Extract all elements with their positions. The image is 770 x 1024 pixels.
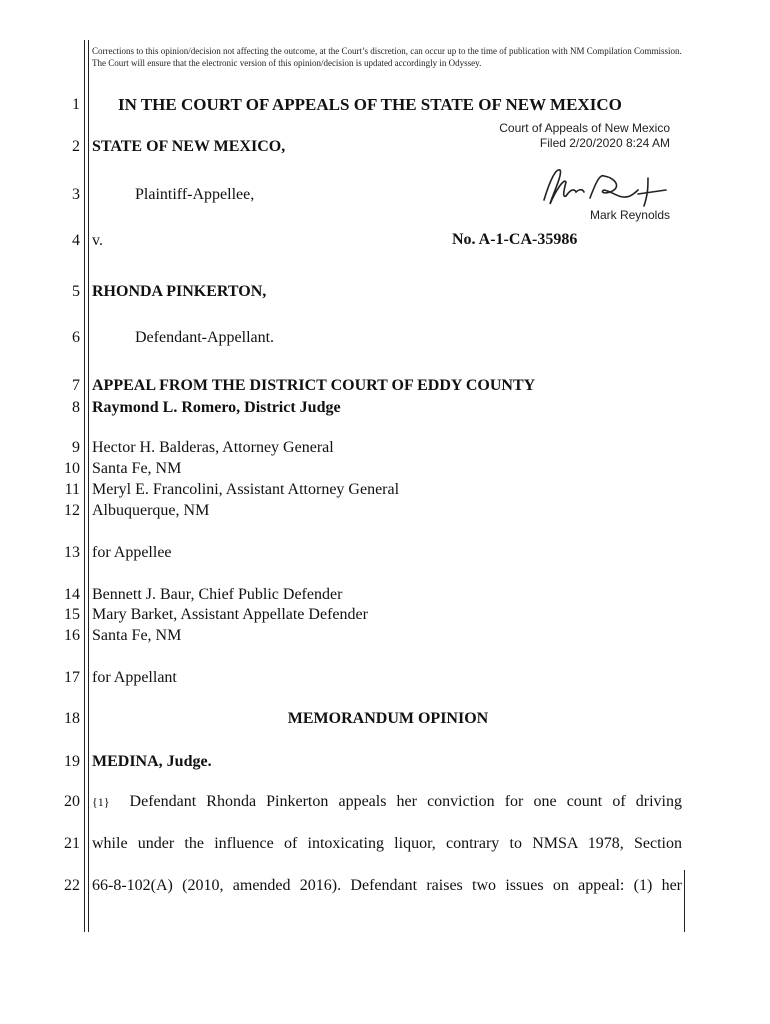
case-number: No. A-1-CA-35986 <box>452 231 578 248</box>
line-number: 1 <box>72 96 80 113</box>
paragraph-text: Defendant Rhonda Pinkerton appeals her conviction for one count of driving <box>129 793 682 810</box>
opinion-heading: MEMORANDUM OPINION <box>287 710 489 727</box>
corrections-notice: Corrections to this opinion/decision not affecting the outcome, at the Court’s discretion, can occur up to the time of publication with NM Compilation Commission. The Court will ensure that the electronic version of this opinion/decision is updated accordingly in Odyssey. <box>92 46 682 68</box>
counsel-line: Albuquerque, NM <box>92 502 210 519</box>
counsel-line: Hector H. Balderas, Attorney General <box>92 439 334 456</box>
judge-name: MEDINA, Judge. <box>92 753 212 770</box>
line-number: 14 <box>64 586 80 603</box>
counsel-line: Meryl E. Francolini, Assistant Attorney General <box>92 481 400 498</box>
line-number: 20 <box>64 793 80 810</box>
line-number: 21 <box>64 835 80 852</box>
counsel-for: for Appellant <box>92 669 177 686</box>
line-number: 13 <box>64 544 80 561</box>
paragraph-line: 66-8-102(A) (2010, amended 2016). Defendant raises two issues on appeal: (1) her <box>92 877 682 894</box>
margin-rule-right <box>88 40 89 932</box>
line-number: 16 <box>64 627 80 644</box>
counsel-line: Mary Barket, Assistant Appellate Defender <box>92 606 368 623</box>
line-number: 9 <box>72 439 80 456</box>
line-number: 22 <box>64 877 80 894</box>
line-number: 11 <box>64 481 80 498</box>
party-plaintiff: STATE OF NEW MEXICO, <box>92 138 286 155</box>
line-number: 18 <box>64 710 80 727</box>
counsel-line: Santa Fe, NM <box>92 627 182 644</box>
line-number: 6 <box>72 329 80 346</box>
filing-stamp-court: Court of Appeals of New Mexico <box>499 121 670 135</box>
appeal-heading: APPEAL FROM THE DISTRICT COURT OF EDDY COUNTY <box>92 377 536 394</box>
right-margin-rule <box>684 870 685 932</box>
line-number: 5 <box>72 283 80 300</box>
counsel-for: for Appellee <box>92 544 172 561</box>
plaintiff-role: Plaintiff-Appellee, <box>135 186 255 203</box>
counsel-line: Santa Fe, NM <box>92 460 182 477</box>
court-title: IN THE COURT OF APPEALS OF THE STATE OF NEW MEXICO <box>118 95 622 114</box>
paragraph-line: while under the influence of intoxicating liquor, contrary to NMSA 1978, Section <box>92 835 682 852</box>
versus: v. <box>92 232 103 249</box>
line-number: 3 <box>72 186 80 203</box>
line-number: 19 <box>64 753 80 770</box>
paragraph-line <box>92 792 682 812</box>
district-judge: Raymond L. Romero, District Judge <box>92 399 341 416</box>
defendant-role: Defendant-Appellant. <box>135 329 275 346</box>
line-number: 7 <box>72 377 80 394</box>
line-number: 2 <box>72 138 80 155</box>
filing-stamp-date: Filed 2/20/2020 8:24 AM <box>539 136 670 150</box>
signer-name: Mark Reynolds <box>589 208 670 222</box>
line-number: 12 <box>64 502 80 519</box>
line-number: 15 <box>64 606 80 623</box>
paragraph-number: {1} <box>92 795 110 809</box>
line-number: 17 <box>64 669 80 686</box>
margin-rule-left <box>84 40 85 932</box>
counsel-line: Bennett J. Baur, Chief Public Defender <box>92 586 343 603</box>
line-number: 10 <box>64 460 80 477</box>
line-number: 4 <box>72 232 80 249</box>
line-number: 8 <box>72 399 80 416</box>
party-defendant: RHONDA PINKERTON, <box>92 283 267 300</box>
